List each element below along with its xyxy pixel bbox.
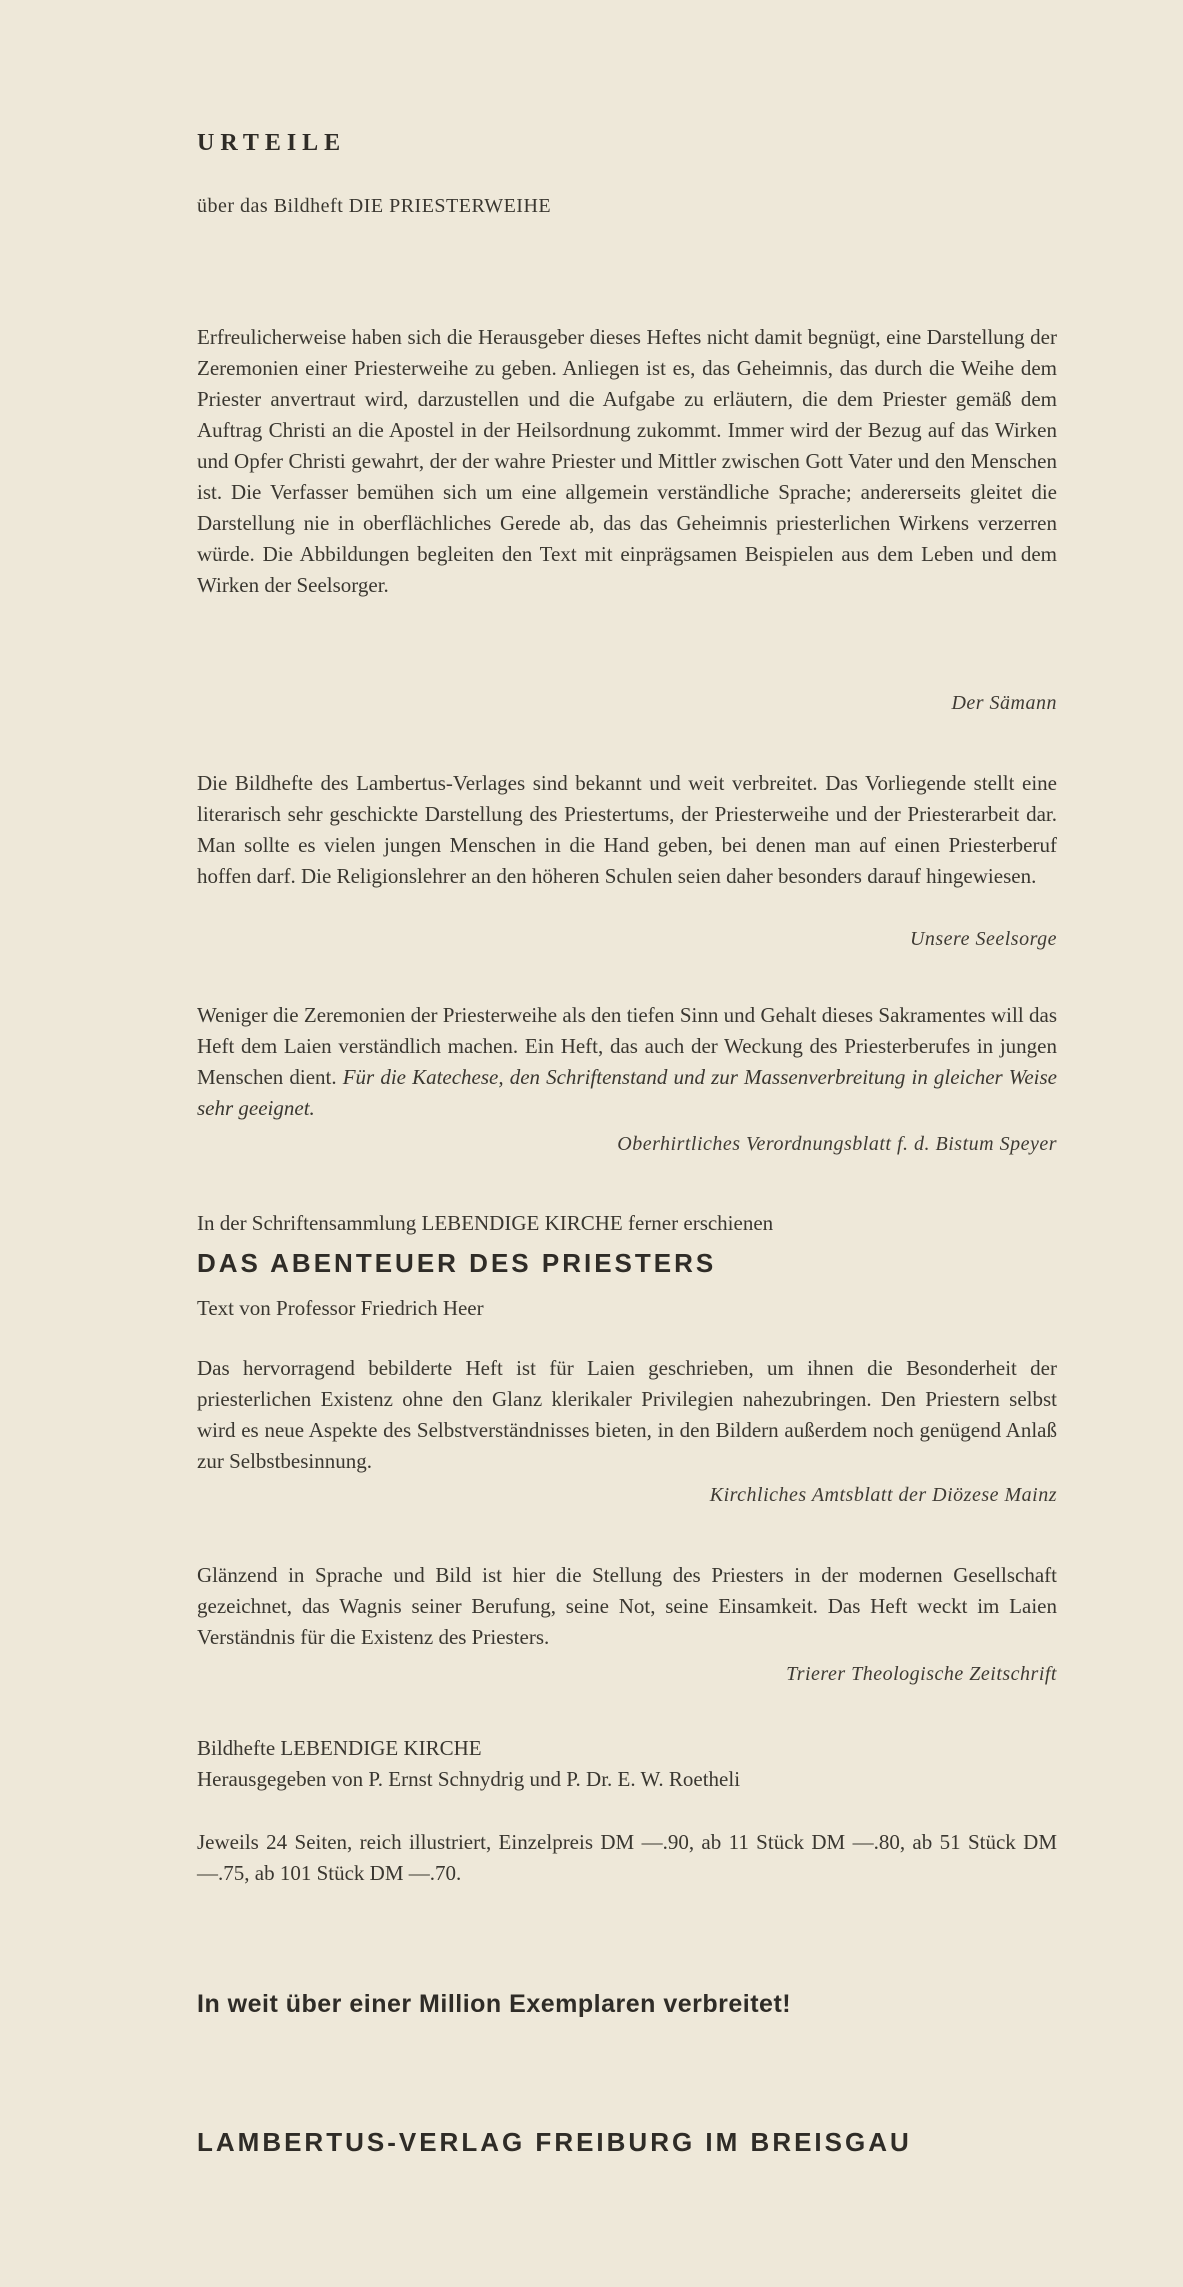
review-source: Der Sämann	[951, 692, 1057, 714]
series-name: Bildhefte LEBENDIGE KIRCHE	[197, 1736, 482, 1760]
series-intro: In der Schriftensammlung LEBENDIGE KIRCHE ferner erschienen	[197, 1211, 774, 1235]
review-paragraph: Die Bildhefte des Lambertus-Verlages sind bekannt und weit verbreitet. Das Vorliegende stellt eine literarisch sehr geschickte Darstellung des Priestertums, der Priesterweihe und der Priesterarbeit dar. Man sollte es vielen jungen Menschen in die Hand geben, bei denen man auf einen Priesterberuf hoffen darf. Die Religionslehrer an den höheren Schulen seien daher besonders darauf hingewiesen.	[197, 771, 1057, 888]
book-title: DAS ABENTEUER DES PRIESTERS	[197, 1248, 717, 1278]
page-subtitle: über das Bildheft DIE PRIESTERWEIHE	[197, 195, 552, 217]
page-title: URTEILE	[197, 130, 347, 156]
review-paragraph: Erfreulicherweise haben sich die Herausgeber dieses Heftes nicht damit begnügt, eine Darstellung der Zeremonien einer Priesterweihe zu geben. Anliegen ist es, das Geheimnis, das durch die Weihe dem Priester anvertraut wird, darzustellen und die Aufgabe zu erläutern, die dem Priester gemäß dem Auftrag Christi an die Apostel in der Heilsordnung zukommt. Immer wird der Bezug auf das Wirken und Opfer Christi gewahrt, der der wahre Priester und Mittler zwischen Gott Vater und den Menschen ist. Die Verfasser bemühen sich um eine allgemein verständliche Sprache; andererseits gleitet die Darstellung nie in oberflächliches Gerede ab, das das Geheimnis priesterlichen Wirkens verzerren würde. Die Abbildungen begleiten den Text mit einprägsamen Beispielen aus dem Leben und dem Wirken der Seelsorger.	[197, 325, 1057, 597]
review-source: Kirchliches Amtsblatt der Diözese Mainz	[709, 1484, 1057, 1506]
review-source: Unsere Seelsorge	[909, 928, 1057, 950]
series-pricing: Jeweils 24 Seiten, reich illustriert, Einzelpreis DM —.90, ab 11 Stück DM —.80, ab 51 Stück DM —.75, ab 101 Stück DM —.70.	[197, 1830, 1057, 1885]
review-source: Trierer Theologische Zeitschrift	[786, 1663, 1057, 1685]
review-paragraph: Glänzend in Sprache und Bild ist hier die Stellung des Priesters in der modernen Gesellschaft gezeichnet, das Wagnis seiner Berufung, seine Not, seine Einsamkeit. Das Heft weckt im Laien Verständnis für die Existenz des Priesters.	[197, 1563, 1057, 1649]
slogan: In weit über einer Million Exemplaren verbreitet!	[197, 1990, 792, 2018]
series-editors: Herausgegeben von P. Ernst Schnydrig und P. Dr. E. W. Roetheli	[197, 1767, 741, 1791]
book-author: Text von Professor Friedrich Heer	[197, 1296, 484, 1320]
review-paragraph: Das hervorragend bebilderte Heft ist für Laien geschrieben, um ihnen die Besonderheit der priesterlichen Existenz ohne den Glanz klerikaler Privilegien nahezubringen. Den Priestern selbst wird es neue Aspekte des Selbstverständnisses bieten, in den Bildern außerdem noch genügend Anlaß zur Selbstbesinnung.	[197, 1356, 1057, 1473]
review-source: Oberhirtliches Verordnungsblatt f. d. Bistum Speyer	[617, 1133, 1057, 1155]
publisher-imprint: LAMBERTUS-VERLAG FREIBURG IM BREISGAU	[197, 2127, 912, 2157]
review-emphasis: Für die Katechese, den Schriftenstand und zur Massenverbreitung in gleicher Weise sehr geeignet.	[197, 1065, 1058, 1120]
review-text: Weniger die Zeremonien der Priesterweihe als den tiefen Sinn und Gehalt dieses Sakramentes will das Heft dem Laien verständlich machen. Ein Heft, das auch der Weckung des Priesterberufes in jungen Menschen dient.	[197, 1003, 1057, 1089]
review-paragraph	[197, 1000, 1057, 1124]
